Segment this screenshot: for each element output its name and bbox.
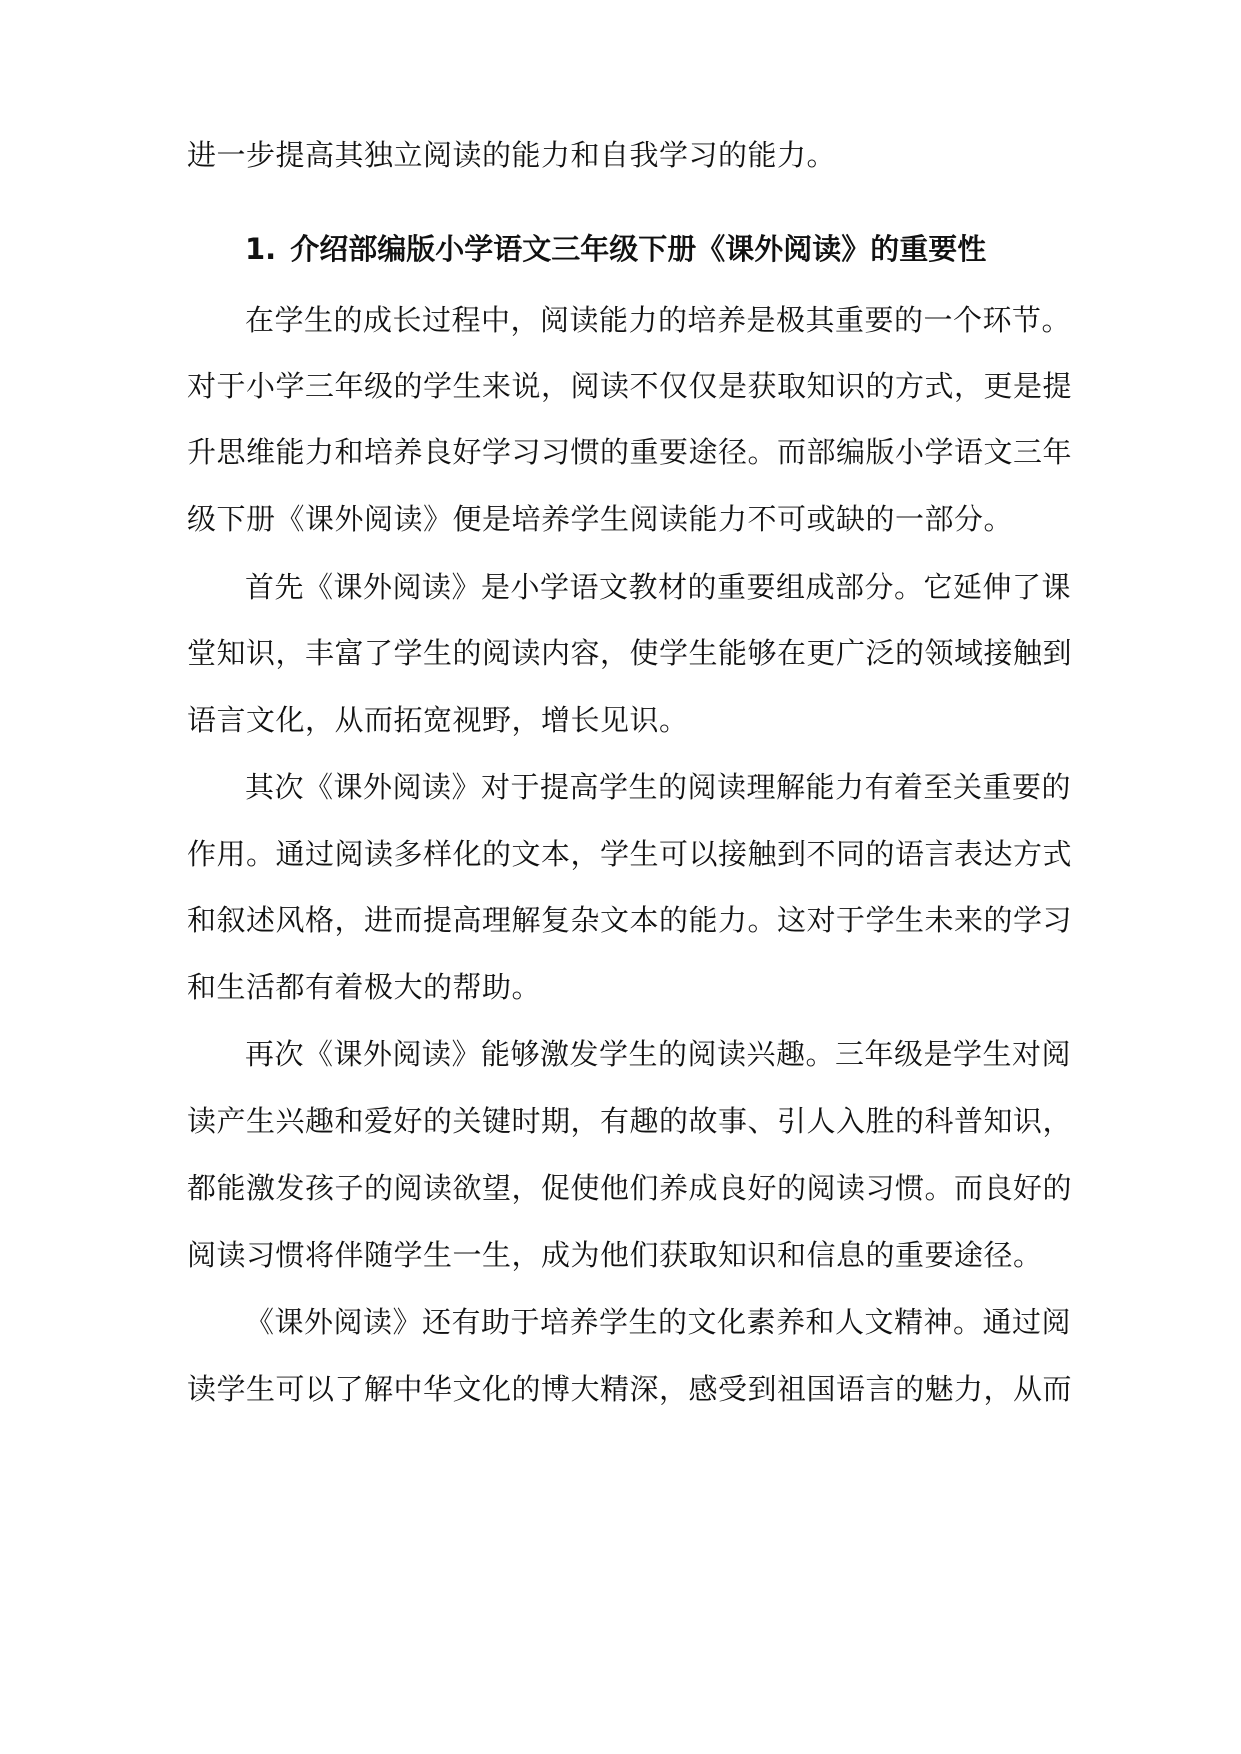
section-heading (245, 232, 986, 266)
paragraph-line: 对于小学三年级的学生来说，阅读不仅仅是获取知识的方式，更是提 (187, 369, 1073, 403)
paragraph-line: 和叙述风格，进而提高理解复杂文本的能力。这对于学生未来的学习 (187, 903, 1073, 937)
paragraph-line: 进一步提高其独立阅读的能力和自我学习的能力。 (187, 138, 837, 172)
paragraph-line: 其次《课外阅读》对于提高学生的阅读理解能力有着至关重要的 (245, 770, 1072, 804)
paragraph-line: 和生活都有着极大的帮助。 (187, 970, 542, 1004)
paragraph-line: 读学生可以了解中华文化的博大精深，感受到祖国语言的魅力，从而 (187, 1372, 1073, 1406)
paragraph-line: 堂知识，丰富了学生的阅读内容，使学生能够在更广泛的领域接触到 (187, 636, 1073, 670)
paragraph-line: 级下册《课外阅读》便是培养学生阅读能力不可或缺的一部分。 (187, 502, 1014, 536)
heading-text: 介绍部编版小学语文三年级下册《课外阅读》的重要性 (290, 232, 987, 266)
paragraph-line: 语言文化，从而拓宽视野，增长见识。 (187, 703, 689, 737)
paragraph-line: 《课外阅读》还有助于培养学生的文化素养和人文精神。通过阅 (245, 1305, 1072, 1339)
paragraph-line: 都能激发孩子的阅读欲望，促使他们养成良好的阅读习惯。而良好的 (187, 1171, 1073, 1205)
paragraph-line: 在学生的成长过程中，阅读能力的培养是极其重要的一个环节。 (245, 303, 1072, 337)
paragraph-line: 升思维能力和培养良好学习习惯的重要途径。而部编版小学语文三年 (187, 435, 1073, 469)
paragraph-line: 再次《课外阅读》能够激发学生的阅读兴趣。三年级是学生对阅 (245, 1037, 1072, 1071)
paragraph-line: 首先《课外阅读》是小学语文教材的重要组成部分。它延伸了课 (245, 570, 1072, 604)
paragraph-line: 作用。通过阅读多样化的文本，学生可以接触到不同的语言表达方式 (187, 837, 1073, 871)
heading-number: 1. (245, 232, 277, 266)
paragraph-line: 阅读习惯将伴随学生一生，成为他们获取知识和信息的重要途径。 (187, 1238, 1043, 1272)
paragraph-line: 读产生兴趣和爱好的关键时期，有趣的故事、引人入胜的科普知识， (187, 1104, 1073, 1138)
